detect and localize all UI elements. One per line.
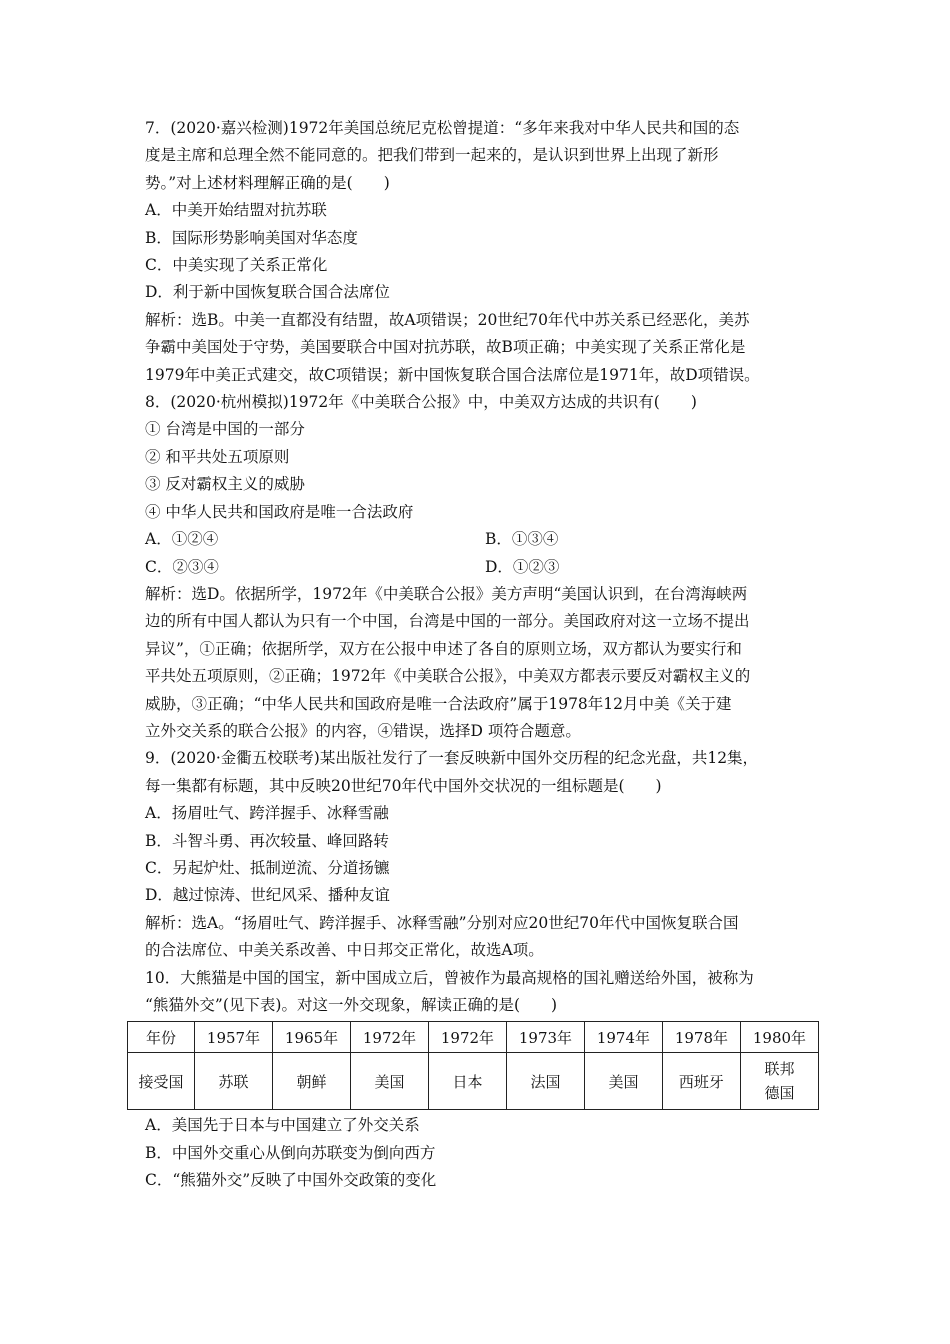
q8-analysis-line: 平共处五项原则，②正确；1972年《中美联合公报》，中美双方都表示要反对霸权主义的	[145, 667, 751, 686]
q8-item-1: ① 台湾是中国的一部分	[145, 420, 305, 439]
q7-option-c: C．中美实现了关系正常化	[145, 256, 328, 275]
table-header-cell: 1980年	[740, 1022, 818, 1053]
q9-option-d: D．越过惊涛、世纪风采、播种友谊	[145, 886, 390, 905]
q8-option-a: A．①②④	[145, 530, 219, 549]
question-9	[145, 745, 825, 964]
table-header-cell: 1972年	[351, 1022, 429, 1053]
q10-option-c: C．“熊猫外交”反映了中国外交政策的变化	[145, 1171, 437, 1190]
table-cell: 美国	[351, 1053, 429, 1110]
q10-option-a: A．美国先于日本与中国建立了外交关系	[145, 1116, 420, 1135]
q8-options-row	[145, 554, 825, 581]
q9-option-b: B．斗智斗勇、再次较量、峰回路转	[145, 831, 389, 850]
table-cell: 西班牙	[662, 1053, 740, 1110]
q7-analysis-line: 争霸中美国处于守势，美国要联合中国对抗苏联，故B项正确；中美实现了关系正常化是	[145, 338, 746, 357]
table-header-cell: 1965年	[273, 1022, 351, 1053]
q8-option-c: C．②③④	[145, 557, 219, 576]
q9-analysis-line: 的合法席位、中美关系改善、中日邦交正常化，故选A项。	[145, 941, 544, 960]
q8-analysis-line: 立外交关系的联合公报》的内容，④错误，选择D 项符合题意。	[145, 721, 581, 740]
question-7	[145, 115, 825, 389]
table-cell: 法国	[506, 1053, 584, 1110]
q8-option-b: B．①③④	[485, 530, 559, 549]
panda-diplomacy-table	[127, 1021, 819, 1110]
q7-stem-line: 势。”对上述材料理解正确的是( )	[145, 173, 390, 192]
q7-stem-line: 7．(2020·嘉兴检测)1972年美国总统尼克松曾提道：“多年来我对中华人民共和国的态	[145, 119, 740, 137]
table-header-cell: 1974年	[584, 1022, 662, 1053]
q7-analysis-line: 1979年中美正式建交，故C项错误；新中国恢复联合国合法席位是1971年，故D项错误。	[145, 365, 760, 384]
q8-item-2: ② 和平共处五项原则	[145, 447, 290, 466]
q9-option-c: C．另起炉灶、抵制逆流、分道扬镳	[145, 858, 390, 877]
table-cell: 联邦 德国	[740, 1053, 818, 1110]
q8-analysis-line: 异议”，①正确；依据所学，双方在公报中申述了各自的原则立场，双方都认为要实行和	[145, 639, 742, 658]
q7-analysis-line: 解析：选B。中美一直都没有结盟，故A项错误；20世纪70年代中苏关系已经恶化，美苏	[145, 310, 750, 329]
table-cell: 日本	[428, 1053, 506, 1110]
table-header-cell: 1978年	[662, 1022, 740, 1053]
q8-analysis-line: 解析：选D。依据所学，1972年《中美联合公报》美方声明“美国认识到，在台湾海峡两	[145, 584, 748, 603]
document-page	[138, 115, 825, 1195]
table-row	[128, 1053, 819, 1110]
q8-options-row	[145, 526, 825, 553]
q10-stem-line: 10．大熊猫是中国的国宝，新中国成立后，曾被作为最高规格的国礼赠送给外国，被称为	[145, 968, 754, 987]
table-cell: 美国	[584, 1053, 662, 1110]
table-header-cell: 1957年	[195, 1022, 273, 1053]
q10-option-b: B．中国外交重心从倒向苏联变为倒向西方	[145, 1143, 436, 1162]
q8-analysis-line: 威胁，③正确；“中华人民共和国政府是唯一合法政府”属于1978年12月中美《关于建	[145, 694, 732, 713]
q8-analysis-line: 边的所有中国人都认为只有一个中国，台湾是中国的一部分。美国政府对这一立场不提出	[145, 612, 750, 631]
table-cell: 接受国	[128, 1053, 195, 1110]
question-10	[138, 965, 825, 1195]
q7-option-d: D．利于新中国恢复联合国合法席位	[145, 283, 390, 302]
table-cell: 苏联	[195, 1053, 273, 1110]
q9-option-a: A．扬眉吐气、跨洋握手、冰释雪融	[145, 804, 389, 823]
q10-stem-line: “熊猫外交”(见下表)。对这一外交现象，解读正确的是( )	[145, 996, 558, 1014]
q8-item-3: ③ 反对霸权主义的威胁	[145, 475, 305, 494]
table-header-cell: 年份	[128, 1022, 195, 1053]
q8-option-d: D．①②③	[485, 557, 560, 576]
q7-option-a: A．中美开始结盟对抗苏联	[145, 201, 327, 220]
q8-item-4: ④ 中华人民共和国政府是唯一合法政府	[145, 502, 414, 521]
table-header-row	[128, 1022, 819, 1053]
q7-option-b: B．国际形势影响美国对华态度	[145, 228, 358, 247]
q7-stem-line: 度是主席和总理全然不能同意的。把我们带到一起来的，是认识到世界上出现了新形	[145, 146, 719, 165]
q9-stem-line: 每一集都有标题，其中反映20世纪70年代中国外交状况的一组标题是( )	[145, 776, 662, 795]
q8-stem-line: 8．(2020·杭州模拟)1972年《中美联合公报》中，中美双方达成的共识有( )	[145, 393, 697, 412]
question-8	[145, 389, 825, 745]
table-header-cell: 1972年	[428, 1022, 506, 1053]
q9-analysis-line: 解析：选A。“扬眉吐气、跨洋握手、冰释雪融”分别对应20世纪70年代中国恢复联合国	[145, 913, 739, 932]
q9-stem-line: 9．(2020·金衢五校联考)某出版社发行了一套反映新中国外交历程的纪念光盘，共12集，	[145, 749, 759, 768]
table-header-cell: 1973年	[506, 1022, 584, 1053]
table-cell: 朝鲜	[273, 1053, 351, 1110]
